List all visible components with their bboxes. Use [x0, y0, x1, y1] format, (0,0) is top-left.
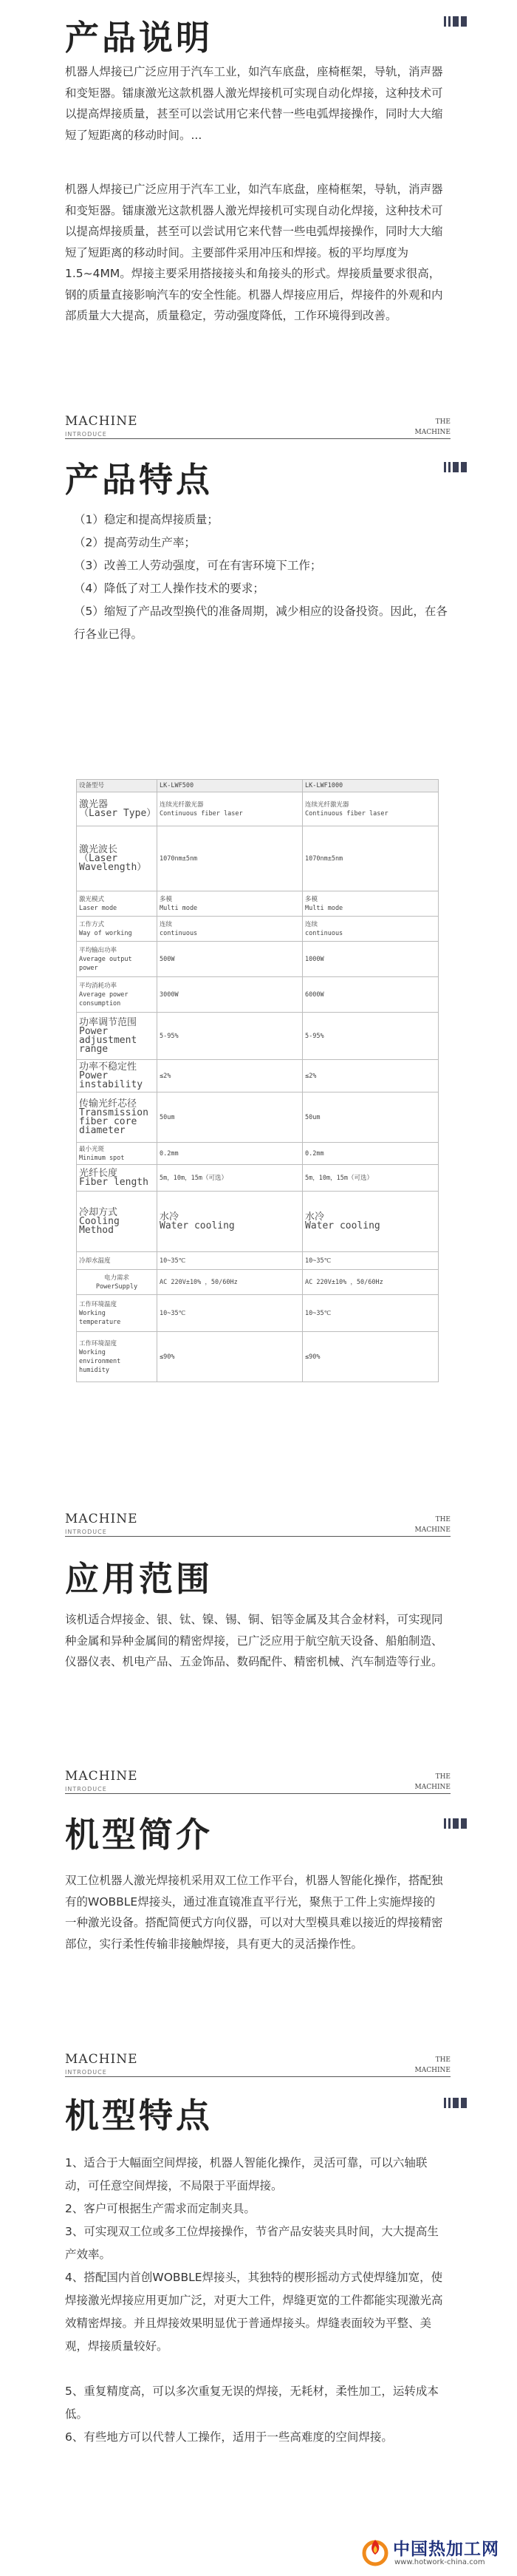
- model-feature-item: 2、客户可根据生产需求而定制夹具。: [65, 2202, 256, 2215]
- spec-value-cell: 10~35℃: [303, 1252, 439, 1270]
- spec-value-cell: 10~35℃: [157, 1252, 303, 1270]
- features-title: 产品特点: [65, 460, 213, 500]
- spec-value-cell: AC 220V±10% ，50/60Hz: [303, 1270, 439, 1295]
- spec-header-cell: LK-LWF1000: [303, 780, 439, 792]
- spec-value-cell: ≤90%: [157, 1332, 303, 1382]
- table-row: [77, 891, 439, 917]
- machine-label-right-main: THE: [435, 1516, 451, 1523]
- flame-logo-icon: [360, 2537, 390, 2566]
- table-row: [77, 1143, 439, 1165]
- spec-value-cell: 1070nm±5nm: [303, 826, 439, 891]
- intro-paragraph-2: 机器人焊接已广泛应用于汽车工业，如汽车底盘，座椅框架，导轨，消声器和变矩器。镭康激光这款机器人激光焊接机可实现自动化焊接，这种技术可以提高焊接质量，甚至可以尝试用它来代替一些电弧焊接操作，同时大大缩短了短距离的移动时间。主要部件采用冲压和焊接。板的平均厚度为1.5~4MM。焊接主要采用搭接接头和角接头的形式。焊接质量要求很高，钢的质量直接影响汽车的安全性能。机器人焊接应用后，焊接件的外观和内部质量大大提高，质量稳定，劳动强度降低，工作环境得到改善。: [65, 183, 443, 322]
- machine-label-right-sub: MACHINE: [414, 2067, 451, 2074]
- spec-param-cell: 激光波长 （Laser Wavelength）: [77, 826, 157, 891]
- decor-bars-icon: [444, 16, 467, 27]
- spec-value-cell: ≤2%: [303, 1060, 439, 1092]
- decor-bars-icon: [444, 1818, 467, 1829]
- machine-label-sub: INTRODUCE: [65, 431, 107, 438]
- model-feature-item: 3、可实现双工位或多工位焊接操作，节省产品安装夹具时间，大大提高生产效率。: [65, 2225, 439, 2261]
- table-row: [77, 1092, 439, 1143]
- model-intro-paragraph: 双工位机器人激光焊接机采用双工位工作平台，机器人智能化操作，搭配独有的WOBBLE焊接头，通过准直镜准直平行光，聚焦于工件上实施焊接的一种激光设备。搭配简便式方向仪器，可以对大型模具难以接近的焊接精密部位，实行柔性传输非接触焊接，具有更大的灵活操作性。: [65, 1874, 443, 1951]
- spec-value-cell: 50um: [303, 1092, 439, 1143]
- table-row: [77, 1165, 439, 1192]
- spec-value-cell: 500W: [157, 942, 303, 977]
- table-row: [77, 1332, 439, 1382]
- machine-introduce-label: [65, 414, 451, 446]
- divider-line: [65, 2076, 451, 2077]
- divider-line: [65, 1793, 451, 1794]
- model-feature-item: 5、重复精度高，可以多次重复无误的焊接，无耗材，柔性加工，运转成本低。: [65, 2385, 439, 2421]
- spec-value-cell: AC 220V±10% ，50/60Hz: [157, 1270, 303, 1295]
- spec-param-cell: 工作环境温度 Working temperature: [77, 1295, 157, 1332]
- spec-value-cell: 5m，10m，15m（可选）: [303, 1165, 439, 1192]
- divider-line: [65, 438, 451, 439]
- features-list: [74, 509, 458, 646]
- table-row: [77, 977, 439, 1013]
- spec-value-cell: 水冷 Water cooling: [303, 1192, 439, 1252]
- divider-line: [65, 1536, 451, 1537]
- spec-header-cell: LK-LWF500: [157, 780, 303, 792]
- machine-label-sub: INTRODUCE: [65, 1786, 107, 1792]
- machine-label-sub: INTRODUCE: [65, 2069, 107, 2076]
- model-feature-item: 1、适合于大幅面空间焊接，机器人智能化操作，灵活可靠，可以六轴联动，可任意空间焊接，不局限于平面焊接。: [65, 2156, 428, 2192]
- spec-param-cell: 冷却方式 Cooling Method: [77, 1192, 157, 1252]
- spec-value-cell: 10~35℃: [303, 1295, 439, 1332]
- table-row: [77, 1013, 439, 1060]
- machine-label-main: MACHINE: [65, 2052, 138, 2067]
- model-feature-item: 6、有些地方可以代替人工操作，适用于一些高难度的空间焊接。: [65, 2430, 393, 2444]
- spec-value-cell: 5-95%: [303, 1013, 439, 1060]
- spec-value-cell: 水冷 Water cooling: [157, 1192, 303, 1252]
- feature-item: （3）改善工人劳动强度，可在有害环境下工作；: [74, 559, 322, 572]
- model-features-list: [65, 2152, 443, 2449]
- spec-param-cell: 最小光斑 Minimum spot: [77, 1143, 157, 1165]
- machine-label-right-sub: MACHINE: [414, 429, 451, 436]
- spec-param-cell: 平均消耗功率 Average power consumption: [77, 977, 157, 1013]
- table-row: [77, 1295, 439, 1332]
- spec-value-cell: 5-95%: [157, 1013, 303, 1060]
- table-row: [77, 826, 439, 891]
- spec-table: [76, 779, 439, 1382]
- table-row: [77, 1270, 439, 1295]
- spec-cell-cn: 激光器 （Laser Type）: [79, 798, 157, 819]
- spec-value-cell: 连续 continuous: [303, 917, 439, 942]
- feature-item: （5）缩短了产品改型换代的准备周期，减少相应的设备投资。因此，在各行各业已得。: [74, 605, 448, 641]
- machine-label-right-main: THE: [435, 2056, 451, 2064]
- spec-param-cell: 工作方式 Way of working: [77, 917, 157, 942]
- spec-value-cell: 5m，10m，15m（可选）: [157, 1165, 303, 1192]
- spec-value-cell: 0.2mm: [303, 1143, 439, 1165]
- machine-label-main: MACHINE: [65, 1512, 138, 1526]
- spec-param-cell: 电力需求 PowerSupply: [77, 1270, 157, 1295]
- spec-value-cell: 50um: [157, 1092, 303, 1143]
- feature-item: （2）提高劳动生产率；: [74, 536, 196, 549]
- feature-item: （4）降低了对工人操作技术的要求；: [74, 582, 264, 595]
- spec-param-cell: 光纤长度 Fiber length: [77, 1165, 157, 1192]
- application-title: 应用范围: [65, 1559, 213, 1599]
- spec-value-cell: 6000W: [303, 977, 439, 1013]
- intro-title: 产品说明: [65, 18, 213, 58]
- spec-header-cell: 设备型号: [77, 780, 157, 792]
- table-row: [77, 792, 439, 826]
- spec-value-cell: ≤2%: [157, 1060, 303, 1092]
- machine-label-main: MACHINE: [65, 1769, 138, 1784]
- spec-value-cell: 10~35℃: [157, 1295, 303, 1332]
- spec-table-header: [77, 780, 439, 792]
- spec-param-cell: [77, 792, 157, 826]
- machine-label-right-main: THE: [435, 418, 451, 426]
- table-row: [77, 1252, 439, 1270]
- machine-introduce-label: [65, 1512, 451, 1544]
- spec-value-cell: 1070nm±5nm: [157, 826, 303, 891]
- table-row: [77, 1060, 439, 1092]
- intro-paragraph-1: 机器人焊接已广泛应用于汽车工业，如汽车底盘，座椅框架，导轨，消声器和变矩器。镭康激光这款机器人激光焊接机可实现自动化焊接，这种技术可以提高焊接质量，甚至可以尝试用它来代替一些电弧焊接操作，同时大大缩短了短距离的移动时间。...: [65, 65, 443, 142]
- machine-label-right-sub: MACHINE: [414, 1526, 451, 1534]
- spec-value-cell: ≤90%: [303, 1332, 439, 1382]
- spec-param-cell: 冷却水温度: [77, 1252, 157, 1270]
- feature-item: （1）稳定和提高焊接质量；: [74, 513, 219, 526]
- spec-value-cell: 连续 continuous: [157, 917, 303, 942]
- machine-label-sub: INTRODUCE: [65, 1529, 107, 1535]
- spec-value-cell: 多模 Multi mode: [303, 891, 439, 917]
- machine-label-right-main: THE: [435, 1773, 451, 1781]
- table-row: [77, 1192, 439, 1252]
- model-intro-title: 机型简介: [65, 1815, 213, 1855]
- spec-param-cell: 工作环境湿度 Working environment humidity: [77, 1332, 157, 1382]
- model-features-title: 机型特点: [65, 2096, 213, 2135]
- table-row: [77, 917, 439, 942]
- spec-value-cell: 连续光纤激光器 Continuous fiber laser: [303, 792, 439, 826]
- machine-label-right-sub: MACHINE: [414, 1784, 451, 1791]
- spec-param-cell: 传输光纤芯径 Transmission fiber core diameter: [77, 1092, 157, 1143]
- machine-label-main: MACHINE: [65, 414, 138, 429]
- machine-introduce-label: [65, 1769, 451, 1801]
- spec-value-cell: 0.2mm: [157, 1143, 303, 1165]
- spec-value-cell: 连续光纤激光器 Continuous fiber laser: [157, 792, 303, 826]
- site-logo: [360, 2534, 508, 2569]
- model-feature-item: 4、搭配国内首创WOBBLE焊接头，其独特的楔形摇动方式使焊缝加宽，使焊接激光焊接应用更加广泛，对更大工件，焊缝更宽的工件都能实现激光高效精密焊接。并且焊接效果明显优于普通焊接头。焊缝表面较为平整、美观，焊接质量较好。: [65, 2271, 443, 2353]
- spec-param-cell: 激光模式 Laser mode: [77, 891, 157, 917]
- table-row: [77, 942, 439, 977]
- decor-bars-icon: [444, 2098, 467, 2108]
- application-paragraph: 该机适合焊接金、银、钛、镍、锡、铜、铝等金属及其合金材料，可实现同种金属和异种金属间的精密焊接，已广泛应用于航空航天设备、船舶制造、仪器仪表、机电产品、五金饰品、数码配件、精密机械、汽车制造等行业。: [65, 1613, 443, 1668]
- spec-value-cell: 1000W: [303, 942, 439, 977]
- logo-name: 中国热加工网: [393, 2540, 499, 2559]
- spec-param-cell: 功率调节范围 Power adjustment range: [77, 1013, 157, 1060]
- machine-introduce-label: [65, 2052, 451, 2084]
- spec-value-cell: 多模 Multi mode: [157, 891, 303, 917]
- spec-param-cell: 功率不稳定性 Power instability: [77, 1060, 157, 1092]
- logo-url: www.hotwork-china.com: [394, 2558, 485, 2566]
- spec-value-cell: 3000W: [157, 977, 303, 1013]
- spec-param-cell: 平均输出功率 Average output power: [77, 942, 157, 977]
- decor-bars-icon: [444, 462, 467, 472]
